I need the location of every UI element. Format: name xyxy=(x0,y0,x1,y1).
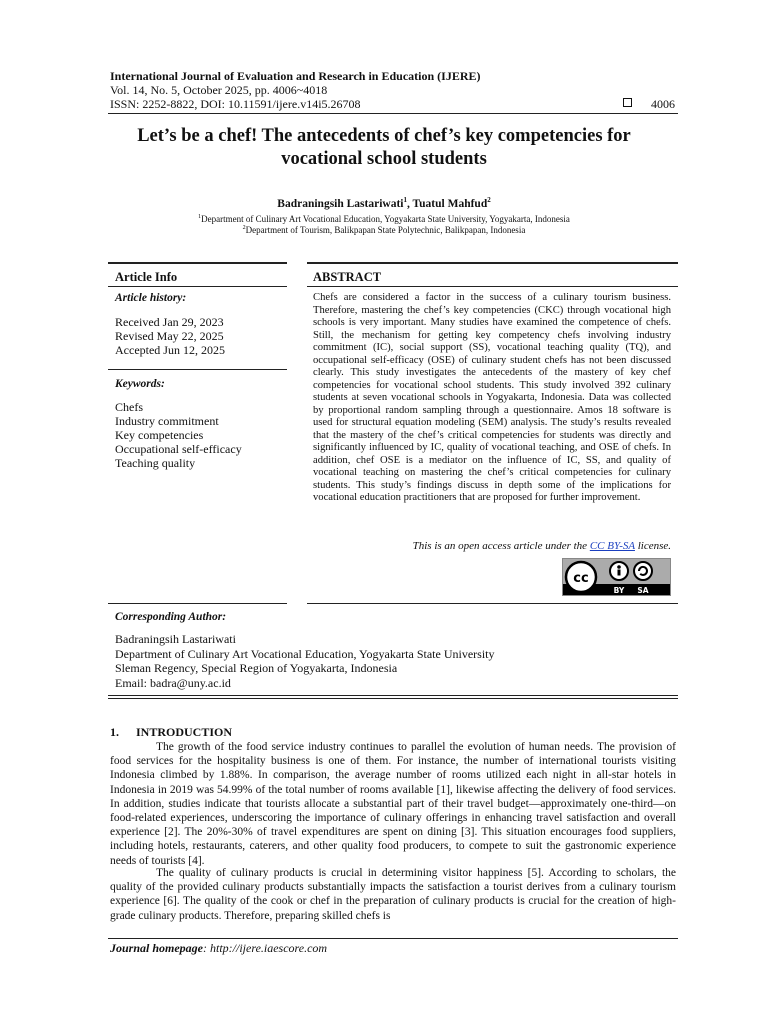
info-bottom-rule xyxy=(108,603,287,604)
cc-badge-graphic xyxy=(563,559,670,595)
footer-url[interactable]: http://ijere.iaescore.com xyxy=(210,941,328,955)
abstract-bottom-rule xyxy=(307,603,678,604)
license-link[interactable]: CC BY-SA xyxy=(589,540,635,552)
accepted-date: Accepted Jun 12, 2025 xyxy=(115,343,225,357)
cc-sa-label: SA xyxy=(637,586,649,595)
footer-rule xyxy=(108,938,678,939)
article-info-sub-rule xyxy=(108,286,287,287)
abstract-heading: ABSTRACT xyxy=(313,270,382,284)
received-date: Received Jan 29, 2023 xyxy=(115,315,224,329)
title-line-1: Let’s be a chef! The antecedents of chef’s key competencies for xyxy=(137,126,631,146)
footer-label: Journal homepage xyxy=(110,941,204,955)
corresponding-address: Sleman Regency, Special Region of Yogyakarta, Indonesia xyxy=(115,661,398,675)
title-line-2: vocational school students xyxy=(281,149,487,169)
corresponding-email: Email: badra@uny.ac.id xyxy=(115,675,231,690)
corresponding-dept: Department of Culinary Art Vocational Education, Yogyakarta State University xyxy=(115,646,495,661)
keyword-list xyxy=(115,400,242,470)
keyword-item: Chefs xyxy=(115,400,143,414)
revised-date: Revised May 22, 2025 xyxy=(115,329,224,343)
license-suffix: license. xyxy=(634,540,671,552)
intro-title: INTRODUCTION xyxy=(136,725,233,739)
history-rule xyxy=(108,369,287,370)
svg-text:cc: cc xyxy=(573,571,589,586)
keywords-label: Keywords: xyxy=(115,378,165,390)
affiliation-2 xyxy=(100,223,668,236)
affiliation-1-sup: 1 xyxy=(198,214,202,220)
keyword-item: Industry commitment xyxy=(115,414,219,428)
corresponding-details xyxy=(115,632,494,690)
keyword-item: Key competencies xyxy=(115,428,204,442)
author-1-sup: 1 xyxy=(403,196,407,204)
author-1: Badraningsih Lastariwati xyxy=(277,197,404,210)
paper-title xyxy=(100,125,668,171)
affiliation-1-text: Department of Culinary Art Vocational Education, Yogyakarta State University, Yogyakarta, Indonesia xyxy=(201,214,570,224)
affiliation-2-sup: 2 xyxy=(242,225,246,231)
author-2: Tuatul Mahfud xyxy=(412,197,488,210)
corresponding-label: Corresponding Author: xyxy=(115,611,227,623)
corresponding-name: Badraningsih Lastariwati xyxy=(115,632,236,646)
history-label: Article history: xyxy=(115,292,187,304)
abstract-top-rule xyxy=(307,262,678,264)
square-icon xyxy=(623,98,632,107)
front-matter-rule-2 xyxy=(108,698,678,699)
license-prefix: This is an open access article under the xyxy=(412,540,590,552)
abstract-text: Chefs are considered a factor in the success of a culinary tourism business. Therefore, mastering the chef’s key competencies (CKC) through vocational high schools is very important. Many studies have examined the competence of chefs. Still, the mechanism for getting key competency chefs involving industry commitment (IC), social support (SS), vocational teaching quality (TQ), and occupational self-efficacy (OSE) of culinary student chefs has not been discussed clearly. This study investigates the antecedents of the mastery of key chef competencies for vocational school students. This study involved 392 culinary students at seven vocational schools in Yogyakarta, Indonesia. Data was collected by proportional random sampling through a questionnaire. Amos 18 software is used for structural equation modeling (SEM) analysis. The study’s results revealed that the mastery of the chef’s critical competencies for students was directly and significantly influenced by IC, quality of vocational teaching, and OSE of chefs. In addition, chef OSE is a mediator on the influence of IC, SS, and quality of vocational teaching on mastering the chef’s critical competencies for culinary students. This study’s findings discuss in depth some of the implications for vocational education practitioners that are proposed for further improvement. xyxy=(313,292,671,503)
abstract-sub-rule xyxy=(307,286,678,287)
page-number: 4006 xyxy=(651,97,675,111)
cc-by-sa-badge[interactable] xyxy=(562,558,671,596)
journal-volume: Vol. 14, No. 5, October 2025, pp. 4006~4018 xyxy=(110,83,328,97)
footer xyxy=(110,941,327,956)
authors xyxy=(100,196,668,210)
footer-separator: : xyxy=(203,941,211,955)
author-2-sup: 2 xyxy=(487,196,491,204)
keyword-item: Teaching quality xyxy=(115,456,196,470)
cc-by-label: BY xyxy=(613,586,625,595)
article-info-top-rule xyxy=(108,262,287,264)
intro-paragraph-2: The quality of culinary products is crucial in determining visitor happiness [5]. According to scholars, the quality of the provided culinary products substantially impacts the satisfaction a tourist derives from a culinary tourism experience [6]. The quality of the cook or chef in the preparation of culinary products is crucial for the creation of high-grade culinary products. Therefore, preparing skilled chefs is xyxy=(110,867,676,922)
keyword-item: Occupational self-efficacy xyxy=(115,442,242,456)
intro-heading xyxy=(110,725,232,740)
journal-name: International Journal of Evaluation and Research in Education (IJERE) xyxy=(110,69,481,83)
affiliation-2-text: Department of Tourism, Balikpapan State Polytechnic, Balikpapan, Indonesia xyxy=(245,225,526,235)
intro-number: 1. xyxy=(110,725,119,739)
intro-paragraph-1: The growth of the food service industry continues to parallel the evolution of human needs. The provision of food services for the hospitality business is one of them. For instance, the number of international tourists visiting Indonesia climbed by 1.88%. In comparison, the average number of rooms utilized each night in all-star hotels in Indonesia in 2019 was 54.99% of the total number of rooms available [1], likewise affecting the delivery of food services. In addition, studies indicate that tourists allocate a substantial part of their travel budget—approximately one-third—on food-related experiences, underscoring the importance of culinary offerings in enhancing travel satisfaction and overall experience [2]. The 20%-30% of travel expenditures are spent on dining [3]. This situation encourages food suppliers, including hotels, restaurants, caterers, and other quality food producers, to compete to suit the gastronomic experience needs of tourists [4]. xyxy=(110,741,676,867)
front-matter-rule-1 xyxy=(108,695,678,696)
header-rule xyxy=(108,113,678,114)
article-info-heading: Article Info xyxy=(115,270,178,284)
sa-share-icon xyxy=(634,562,652,580)
author-separator: , xyxy=(406,197,413,210)
journal-issn-doi: ISSN: 2252-8822, DOI: 10.11591/ijere.v14i5.26708 xyxy=(110,97,361,111)
license-note xyxy=(413,540,671,552)
